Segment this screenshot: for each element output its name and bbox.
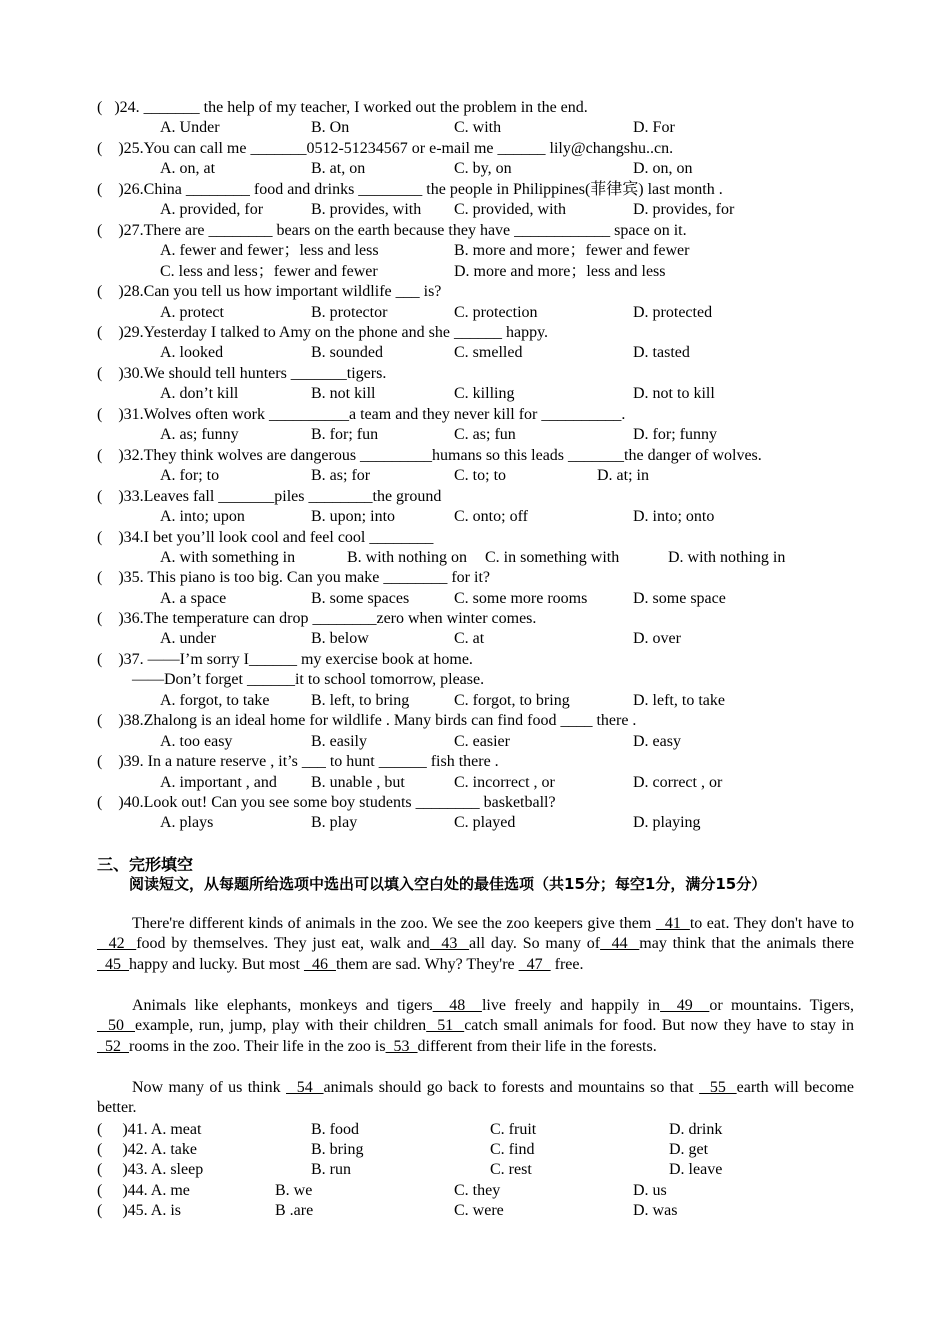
option-c: C. rest <box>490 1161 532 1178</box>
section-instruction: 阅读短文，从每题所给选项中选出可以填入空白处的最佳选项（共15分；每空1分，满分15分） <box>129 875 767 893</box>
question-32 <box>0 445 950 466</box>
option-c: C. at <box>454 630 485 647</box>
option-c: C. as; fun <box>454 426 516 443</box>
option-d: D. on, on <box>633 160 693 177</box>
option-c: C. protection <box>454 304 538 321</box>
option-b: B. left, to bring <box>311 692 410 709</box>
text: food by themselves. They just eat, walk and <box>136 935 430 953</box>
option-b: B. bring <box>311 1141 364 1158</box>
cloze-question-42 <box>0 1139 950 1160</box>
text: animals should go back to forests and mountains so that <box>323 1079 700 1096</box>
option-d: D. with nothing in <box>668 549 786 566</box>
text: earth will become better. <box>97 1079 855 1117</box>
option-b: B. some spaces <box>311 590 410 607</box>
question-stem: ( )25.You can call me _______0512-51234567 or e-mail me ______ lily@changshu..cn. <box>97 140 674 157</box>
option-d: D. leave <box>669 1161 723 1178</box>
options-33 <box>0 506 950 527</box>
option-a: A. important , and <box>160 774 277 791</box>
option-d: D. not to kill <box>633 385 715 402</box>
question-stem: ( )24. _______ the help of my teacher, I worked out the problem in the end. <box>97 99 588 116</box>
blank-41: 41 <box>655 915 690 932</box>
option-b: B. easily <box>311 733 367 750</box>
option-d: D. at; in <box>597 467 649 484</box>
blank-51: 51 <box>426 1017 465 1035</box>
question-stem: ( )27.There are ________ bears on the earth because they have ____________ space on it. <box>97 222 687 239</box>
option-a: A. Under <box>160 119 220 136</box>
option-a: ( )43. A. sleep <box>97 1161 204 1178</box>
blank-47: 47 <box>518 955 551 973</box>
options-36 <box>0 628 950 649</box>
options-31 <box>0 424 950 445</box>
option-c: C. onto; off <box>454 508 528 525</box>
options-38 <box>0 731 950 752</box>
option-d: D. some space <box>633 590 726 607</box>
question-29 <box>0 322 950 343</box>
blank-42: 42 <box>97 935 137 953</box>
question-25 <box>0 138 950 159</box>
option-b: B. protector <box>311 304 388 321</box>
question-24 <box>0 97 950 118</box>
option-d: D. more and more；less and less <box>454 263 666 280</box>
question-33 <box>0 486 950 507</box>
cloze-question-43 <box>0 1159 950 1180</box>
question-stem: ( )38.Zhalong is an ideal home for wildlife . Many birds can find food ____ there . <box>97 712 637 729</box>
blank-55: 55 <box>699 1079 737 1096</box>
option-c: C. forgot, to bring <box>454 692 570 709</box>
question-40 <box>0 792 950 813</box>
question-36 <box>0 608 950 629</box>
option-b: B. run <box>311 1161 351 1178</box>
option-a: A. with something in <box>160 549 296 566</box>
option-a: A. as; funny <box>160 426 239 443</box>
option-c: C. fruit <box>490 1121 537 1138</box>
option-d: D. us <box>633 1182 667 1199</box>
option-b: B .are <box>275 1202 314 1219</box>
question-34 <box>0 527 950 548</box>
option-b: B. provides, with <box>311 201 422 218</box>
option-b: B. not kill <box>311 385 376 402</box>
options-25 <box>0 158 950 179</box>
option-d: D. get <box>669 1141 709 1158</box>
option-d: D. easy <box>633 733 681 750</box>
passage-paragraph-3 <box>97 1078 854 1119</box>
cloze-question-41 <box>0 1119 950 1140</box>
option-d: D. tasted <box>633 344 690 361</box>
text: example, run, jump, play with their children <box>135 1017 427 1035</box>
option-a: A. for; to <box>160 467 220 484</box>
question-38 <box>0 710 950 731</box>
passage-paragraph-2 <box>97 996 854 1057</box>
text: them are sad. Why? They're <box>335 955 519 973</box>
question-stem: ( )40.Look out! Can you see some boy students ________ basketball? <box>97 794 556 811</box>
option-b: B. upon; into <box>311 508 396 525</box>
option-a: A. a space <box>160 590 227 607</box>
options-40 <box>0 812 950 833</box>
option-c: C. to; to <box>454 467 507 484</box>
option-c: C. with <box>454 119 502 136</box>
option-d: D. over <box>633 630 681 647</box>
options-27-cd <box>0 261 950 282</box>
option-a: A. forgot, to take <box>160 692 270 709</box>
question-stem: ( )32.They think wolves are dangerous _________humans so this leads _______the danger of wolves. <box>97 447 762 464</box>
option-b: B. below <box>311 630 369 647</box>
question-stem: ( )34.I bet you’ll look cool and feel cool ________ <box>97 529 434 546</box>
text: to eat. They don't have to <box>689 915 855 932</box>
question-28 <box>0 281 950 302</box>
option-c: C. find <box>490 1141 535 1158</box>
text: or mountains. Tigers, <box>709 997 854 1014</box>
text: Animals like elephants, monkeys and tigers <box>132 997 433 1014</box>
text: happy and lucky. But most <box>129 955 304 973</box>
options-37 <box>0 690 950 711</box>
blank-53: 53 <box>385 1037 418 1055</box>
question-stem: ( )29.Yesterday I talked to Amy on the phone and she ______ happy. <box>97 324 549 341</box>
text: Now many of us think <box>132 1079 287 1096</box>
blank-48: 48 <box>432 997 482 1014</box>
question-37-reply <box>0 669 950 690</box>
blank-44: 44 <box>600 935 640 953</box>
option-d: D. was <box>633 1202 678 1219</box>
option-d: D. for; funny <box>633 426 717 443</box>
option-a: A. don’t kill <box>160 385 239 402</box>
option-c: C. less and less；fewer and fewer <box>160 263 378 280</box>
option-c: C. provided, with <box>454 201 566 218</box>
options-28 <box>0 302 950 323</box>
question-stem: ( )39. In a nature reserve , it’s ___ to hunt ______ fish there . <box>97 753 499 770</box>
question-stem: ( )36.The temperature can drop ________zero when winter comes. <box>97 610 537 627</box>
question-stem: ( )30.We should tell hunters _______tigers. <box>97 365 387 382</box>
option-b: B. for; fun <box>311 426 379 443</box>
option-a: A. fewer and fewer；less and less <box>160 242 379 259</box>
option-a: ( )41. A. meat <box>97 1121 202 1138</box>
blank-52: 52 <box>97 1037 129 1055</box>
question-37 <box>0 649 950 670</box>
option-b: B. sounded <box>311 344 383 361</box>
text: may think that the animals there <box>639 935 855 953</box>
options-30 <box>0 383 950 404</box>
option-b: B. more and more；fewer and fewer <box>454 242 690 259</box>
option-d: D. correct , or <box>633 774 723 791</box>
option-c: C. killing <box>454 385 515 402</box>
blank-45: 45 <box>97 955 129 973</box>
text: There're different kinds of animals in the zoo. We see the zoo keepers give them <box>132 915 656 932</box>
option-b: B. On <box>311 119 350 136</box>
options-29 <box>0 342 950 363</box>
option-b: B. with nothing on <box>347 549 468 566</box>
question-stem: ( )31.Wolves often work __________a team and they never kill for __________. <box>97 406 626 423</box>
option-b: B. food <box>311 1121 359 1138</box>
option-c: C. by, on <box>454 160 512 177</box>
option-b: B. unable , but <box>311 774 405 791</box>
question-stem: ( )33.Leaves fall _______piles ________the ground <box>97 488 442 505</box>
option-a: A. into; upon <box>160 508 245 525</box>
option-a: A. provided, for <box>160 201 264 218</box>
option-d: D. left, to take <box>633 692 725 709</box>
text: different from their life in the forests. <box>417 1037 657 1055</box>
option-a: A. protect <box>160 304 224 321</box>
question-stem: ( )26.China ________ food and drinks ________ the people in Philippines(菲律宾) last month . <box>97 181 723 198</box>
question-stem: ( )35. This piano is too big. Can you make ________ for it? <box>97 569 490 586</box>
question-stem: ( )28.Can you tell us how important wildlife ___ is? <box>97 283 442 300</box>
options-27-ab <box>0 240 950 261</box>
option-d: D. provides, for <box>633 201 735 218</box>
option-a: A. under <box>160 630 216 647</box>
option-a: A. on, at <box>160 160 216 177</box>
text: all day. So many of <box>469 935 601 953</box>
options-26 <box>0 199 950 220</box>
blank-43: 43 <box>429 935 470 953</box>
options-34 <box>0 547 950 568</box>
option-c: C. were <box>454 1202 504 1219</box>
option-b: B. play <box>311 814 358 831</box>
option-c: C. incorrect , or <box>454 774 555 791</box>
text: catch small animals for food. But now they have to stay in <box>464 1017 854 1035</box>
option-a: ( )42. A. take <box>97 1141 197 1158</box>
cloze-question-44 <box>0 1180 950 1201</box>
option-c: C. easier <box>454 733 510 750</box>
option-b: B. we <box>275 1182 313 1199</box>
option-b: B. at, on <box>311 160 366 177</box>
option-c: C. smelled <box>454 344 523 361</box>
question-39 <box>0 751 950 772</box>
option-a: ( )45. A. is <box>97 1202 181 1219</box>
question-35 <box>0 567 950 588</box>
option-c: C. some more rooms <box>454 590 588 607</box>
question-stem: ( )37. ——I’m sorry I______ my exercise book at home. <box>97 651 473 668</box>
text: free. <box>550 955 584 973</box>
option-d: D. drink <box>669 1121 723 1138</box>
question-stem-2: ——Don’t forget ______it to school tomorrow, please. <box>132 671 485 688</box>
option-a: A. looked <box>160 344 224 361</box>
option-d: D. playing <box>633 814 701 831</box>
blank-50: 50 <box>97 1017 136 1035</box>
option-c: C. played <box>454 814 516 831</box>
text: live freely and happily in <box>481 997 661 1014</box>
passage-paragraph-1 <box>97 914 854 975</box>
question-30 <box>0 363 950 384</box>
blank-54: 54 <box>286 1079 324 1096</box>
section-title: 三、完形填空 <box>97 855 194 874</box>
options-24 <box>0 117 950 138</box>
question-27 <box>0 220 950 241</box>
question-26 <box>0 179 950 200</box>
option-b: B. as; for <box>311 467 371 484</box>
option-c: C. they <box>454 1182 501 1199</box>
option-a: A. too easy <box>160 733 233 750</box>
question-31 <box>0 404 950 425</box>
option-c: C. in something with <box>485 549 620 566</box>
option-d: D. into; onto <box>633 508 715 525</box>
option-d: D. For <box>633 119 675 136</box>
blank-46: 46 <box>303 955 336 973</box>
cloze-question-45 <box>0 1200 950 1221</box>
option-d: D. protected <box>633 304 713 321</box>
option-a: ( )44. A. me <box>97 1182 190 1199</box>
blank-49: 49 <box>660 997 710 1014</box>
text: rooms in the zoo. Their life in the zoo is <box>129 1037 386 1055</box>
options-39 <box>0 772 950 793</box>
option-a: A. plays <box>160 814 214 831</box>
options-35 <box>0 588 950 609</box>
options-32 <box>0 465 950 486</box>
